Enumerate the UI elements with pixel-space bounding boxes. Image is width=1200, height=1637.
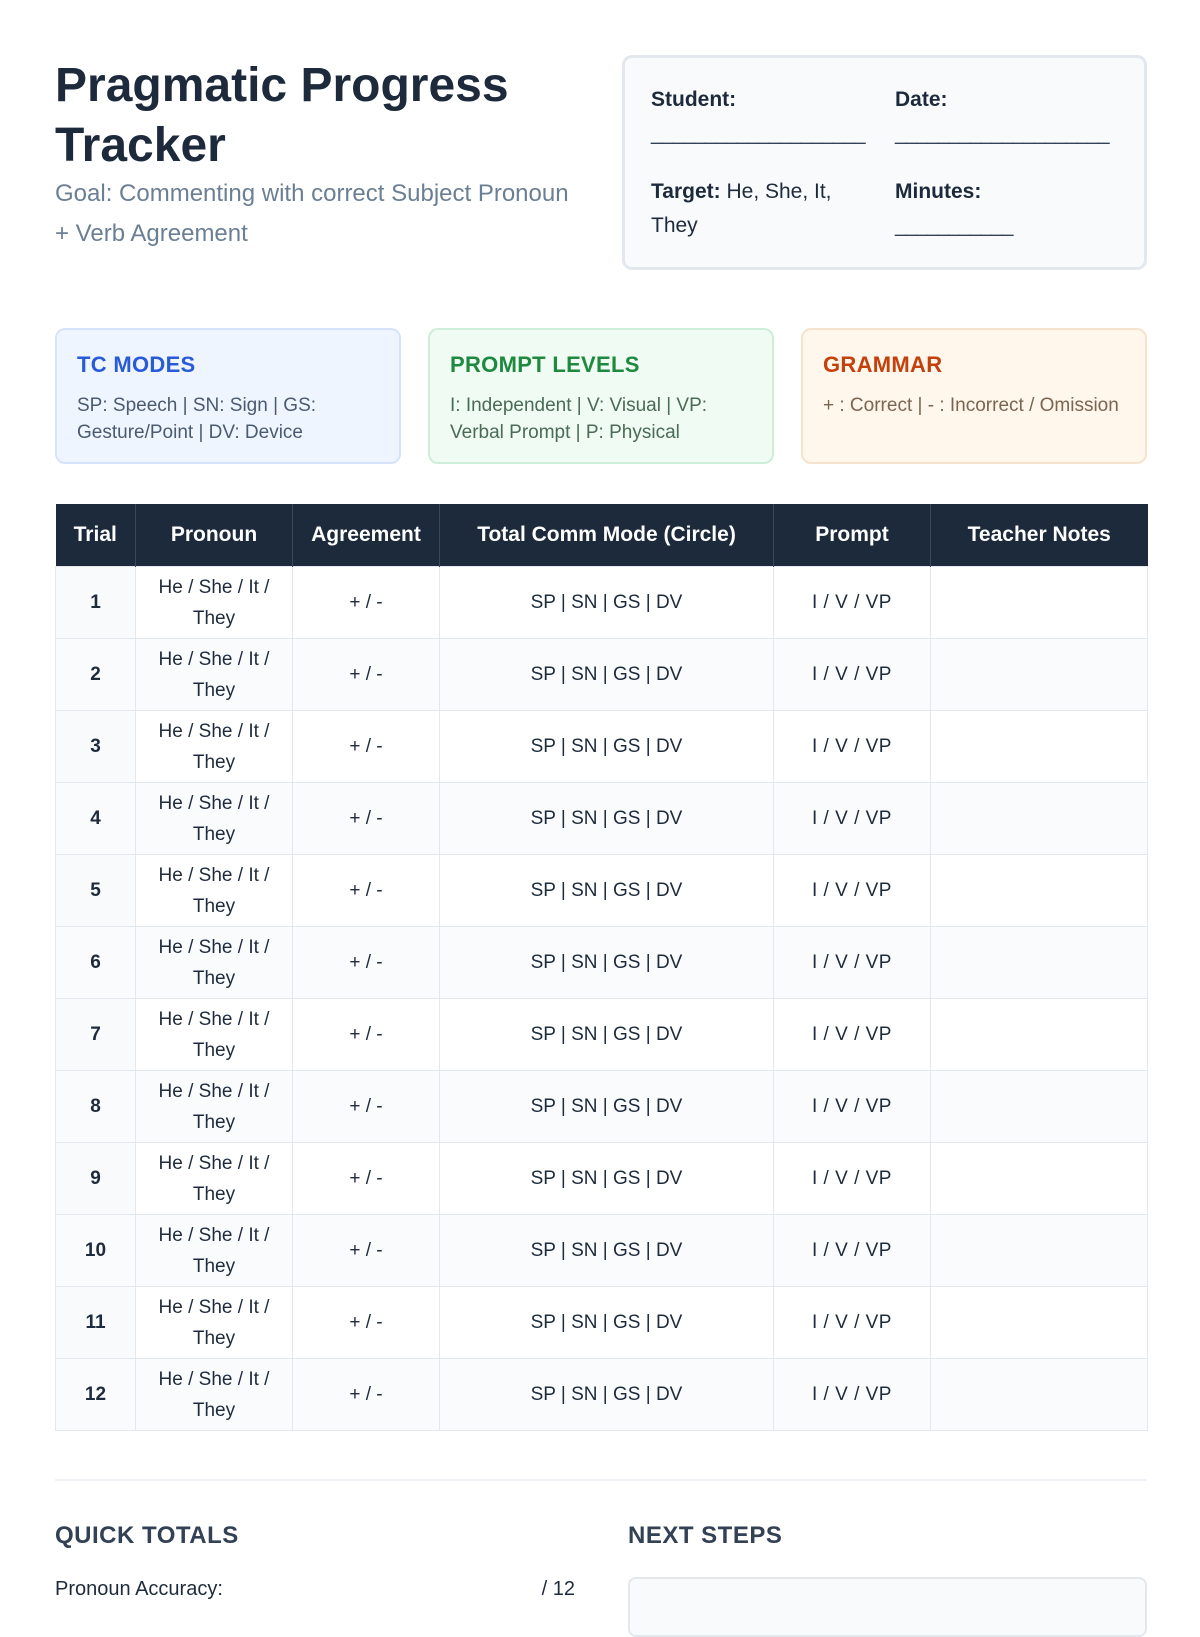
trial-number: 3 [56, 711, 136, 783]
agreement-options[interactable]: + / - [293, 567, 440, 639]
agreement-options[interactable]: + / - [293, 711, 440, 783]
trial-number: 7 [56, 999, 136, 1071]
agreement-options[interactable]: + / - [293, 855, 440, 927]
table-row [56, 711, 1148, 783]
trial-number: 1 [56, 567, 136, 639]
teacher-notes-cell[interactable] [931, 855, 1148, 927]
header-comm-mode: Total Comm Mode (Circle) [440, 504, 774, 567]
teacher-notes-cell[interactable] [931, 639, 1148, 711]
header-agreement: Agreement [293, 504, 440, 567]
pronoun-options[interactable]: He / She / It / They [136, 1287, 293, 1359]
minutes-blank: ___________ [895, 214, 1013, 237]
header-trial: Trial [56, 504, 136, 567]
pronoun-options[interactable]: He / She / It / They [136, 855, 293, 927]
prompt-levels-legend [428, 328, 774, 464]
prompt-options[interactable]: I / V / VP [774, 1287, 931, 1359]
student-blank: ____________________ [651, 122, 865, 145]
pronoun-options[interactable]: He / She / It / They [136, 1359, 293, 1431]
grammar-title: GRAMMAR [823, 352, 943, 377]
pronoun-options[interactable]: He / She / It / They [136, 1071, 293, 1143]
prompt-options[interactable]: I / V / VP [774, 855, 931, 927]
prompt-options[interactable]: I / V / VP [774, 1359, 931, 1431]
goal-subtitle: Goal: Commenting with correct Subject Pronoun + Verb Agreement [55, 180, 569, 247]
date-label: Date: [895, 88, 948, 111]
trial-number: 4 [56, 783, 136, 855]
table-row [56, 1359, 1148, 1431]
agreement-options[interactable]: + / - [293, 999, 440, 1071]
table-row [56, 639, 1148, 711]
prompt-options[interactable]: I / V / VP [774, 567, 931, 639]
teacher-notes-cell[interactable] [931, 999, 1148, 1071]
trials-table [55, 504, 1148, 1431]
quick-totals-title: QUICK TOTALS [55, 1522, 239, 1549]
prompt-options[interactable]: I / V / VP [774, 783, 931, 855]
comm-mode-options[interactable]: SP | SN | GS | DV [440, 783, 774, 855]
prompt-levels-title: PROMPT LEVELS [450, 352, 640, 377]
agreement-options[interactable]: + / - [293, 1359, 440, 1431]
next-steps-title: NEXT STEPS [628, 1522, 783, 1549]
pronoun-options[interactable]: He / She / It / They [136, 927, 293, 999]
minutes-label: Minutes: [895, 180, 982, 203]
comm-mode-options[interactable]: SP | SN | GS | DV [440, 999, 774, 1071]
pronoun-accuracy-row[interactable] [55, 1578, 575, 1601]
agreement-options[interactable]: + / - [293, 1215, 440, 1287]
next-steps-box[interactable] [628, 1577, 1147, 1637]
trial-number: 2 [56, 639, 136, 711]
comm-mode-options[interactable]: SP | SN | GS | DV [440, 1215, 774, 1287]
teacher-notes-cell[interactable] [931, 927, 1148, 999]
trial-number: 9 [56, 1143, 136, 1215]
pronoun-options[interactable]: He / She / It / They [136, 783, 293, 855]
table-row [56, 1143, 1148, 1215]
trial-number: 5 [56, 855, 136, 927]
tc-modes-title: TC MODES [77, 352, 196, 377]
target-label: Target: [651, 180, 721, 203]
student-field[interactable] [651, 83, 881, 151]
comm-mode-options[interactable]: SP | SN | GS | DV [440, 1071, 774, 1143]
table-row [56, 855, 1148, 927]
grammar-legend [801, 328, 1147, 464]
pronoun-options[interactable]: He / She / It / They [136, 999, 293, 1071]
target-value: He, She, It, They [651, 180, 832, 237]
prompt-levels-text: I: Independent | V: Visual | VP: Verbal Prompt | P: Physical [450, 395, 708, 443]
section-divider [55, 1479, 1147, 1481]
student-label: Student: [651, 88, 737, 111]
prompt-options[interactable]: I / V / VP [774, 999, 931, 1071]
pronoun-accuracy-label: Pronoun Accuracy: [55, 1578, 223, 1600]
teacher-notes-cell[interactable] [931, 1287, 1148, 1359]
prompt-options[interactable]: I / V / VP [774, 927, 931, 999]
table-row [56, 1215, 1148, 1287]
teacher-notes-cell[interactable] [931, 1143, 1148, 1215]
table-row [56, 567, 1148, 639]
trial-number: 12 [56, 1359, 136, 1431]
prompt-options[interactable]: I / V / VP [774, 639, 931, 711]
grammar-text: + : Correct | - : Incorrect / Omission [823, 395, 1119, 416]
page-title: Pragmatic Progress Tracker [55, 59, 509, 172]
teacher-notes-cell[interactable] [931, 711, 1148, 783]
trial-number: 11 [56, 1287, 136, 1359]
pronoun-options[interactable]: He / She / It / They [136, 567, 293, 639]
prompt-options[interactable]: I / V / VP [774, 1215, 931, 1287]
agreement-options[interactable]: + / - [293, 639, 440, 711]
tc-modes-text: SP: Speech | SN: Sign | GS: Gesture/Point | DV: Device [77, 395, 317, 443]
pronoun-options[interactable]: He / She / It / They [136, 639, 293, 711]
comm-mode-options[interactable]: SP | SN | GS | DV [440, 1287, 774, 1359]
agreement-options[interactable]: + / - [293, 1071, 440, 1143]
trial-number: 6 [56, 927, 136, 999]
table-row [56, 999, 1148, 1071]
table-row [56, 1287, 1148, 1359]
comm-mode-options[interactable]: SP | SN | GS | DV [440, 567, 774, 639]
teacher-notes-cell[interactable] [931, 1359, 1148, 1431]
comm-mode-options[interactable]: SP | SN | GS | DV [440, 1359, 774, 1431]
trial-number: 8 [56, 1071, 136, 1143]
header-prompt: Prompt [774, 504, 931, 567]
header-teacher-notes: Teacher Notes [931, 504, 1148, 567]
teacher-notes-cell[interactable] [931, 783, 1148, 855]
agreement-options[interactable]: + / - [293, 1287, 440, 1359]
header-pronoun: Pronoun [136, 504, 293, 567]
prompt-options[interactable]: I / V / VP [774, 1143, 931, 1215]
date-blank: ____________________ [895, 122, 1109, 145]
table-row [56, 927, 1148, 999]
student-info-card [622, 55, 1147, 270]
minutes-field[interactable] [895, 175, 1125, 243]
comm-mode-options[interactable]: SP | SN | GS | DV [440, 639, 774, 711]
table-row [56, 1071, 1148, 1143]
agreement-options[interactable]: + / - [293, 783, 440, 855]
agreement-options[interactable]: + / - [293, 927, 440, 999]
prompt-options[interactable]: I / V / VP [774, 1071, 931, 1143]
pronoun-accuracy-value: / 12 [541, 1578, 575, 1600]
teacher-notes-cell[interactable] [931, 567, 1148, 639]
comm-mode-options[interactable]: SP | SN | GS | DV [440, 927, 774, 999]
table-header-row [56, 504, 1148, 567]
date-field[interactable] [895, 83, 1125, 151]
pronoun-options[interactable]: He / She / It / They [136, 1215, 293, 1287]
table-row [56, 783, 1148, 855]
pronoun-options[interactable]: He / She / It / They [136, 711, 293, 783]
teacher-notes-cell[interactable] [931, 1215, 1148, 1287]
prompt-options[interactable]: I / V / VP [774, 711, 931, 783]
comm-mode-options[interactable]: SP | SN | GS | DV [440, 855, 774, 927]
comm-mode-options[interactable]: SP | SN | GS | DV [440, 1143, 774, 1215]
pronoun-options[interactable]: He / She / It / They [136, 1143, 293, 1215]
tc-modes-legend [55, 328, 401, 464]
trial-number: 10 [56, 1215, 136, 1287]
comm-mode-options[interactable]: SP | SN | GS | DV [440, 711, 774, 783]
teacher-notes-cell[interactable] [931, 1071, 1148, 1143]
target-field [651, 175, 866, 243]
agreement-options[interactable]: + / - [293, 1143, 440, 1215]
